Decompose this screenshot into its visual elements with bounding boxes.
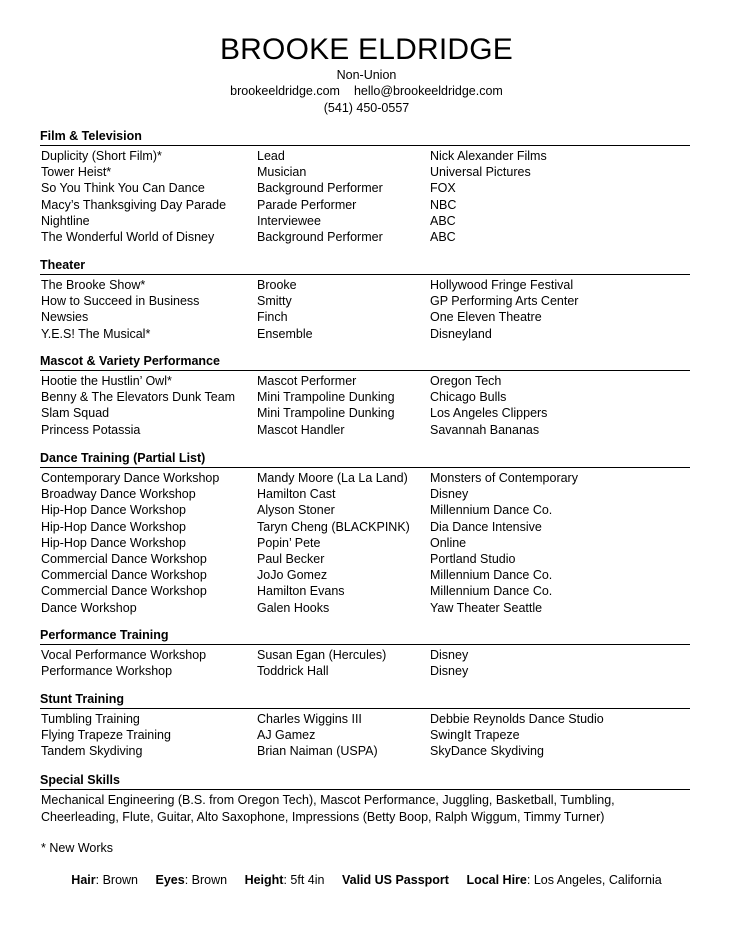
phone-number: (541) 450-0557 [323, 101, 410, 115]
height-stat: Height: 5ft 4in [244, 873, 325, 887]
credit-row [40, 519, 690, 535]
credit-row [40, 422, 690, 438]
credit-row [40, 197, 690, 213]
credit-rows [40, 711, 690, 760]
credit-row [40, 277, 690, 293]
height-label: Height [244, 873, 284, 887]
hair-value: Brown [102, 873, 139, 887]
credit-row [40, 470, 690, 486]
local-hire-label: Local Hire [466, 873, 527, 887]
credit-role: Hamilton Evans [257, 584, 345, 599]
credit-role: Paul Becker [257, 551, 325, 566]
credit-title: Tower Heist* [41, 165, 112, 180]
credit-company: Disneyland [430, 326, 492, 341]
credit-title: Vocal Performance Workshop [41, 648, 207, 662]
credit-title: Commercial Dance Workshop [41, 568, 207, 583]
credit-company: Dia Dance Intensive [430, 519, 542, 534]
credit-rows [40, 148, 690, 245]
credit-title: Contemporary Dance Workshop [41, 471, 220, 485]
credit-company: Disney [430, 648, 469, 662]
credit-company: Nick Alexander Films [430, 149, 547, 163]
eyes-stat: Eyes: Brown [155, 873, 228, 887]
hair-label: Hair [71, 873, 96, 887]
credit-row [40, 647, 690, 663]
section-heading: Mascot & Variety Performance [40, 353, 690, 371]
credit-row [40, 502, 690, 518]
credit-company: SwingIt Trapeze [430, 728, 520, 743]
section-heading: Film & Television [40, 128, 690, 146]
credit-rows [40, 277, 690, 342]
credit-role: Popin’ Pete [257, 535, 321, 550]
credit-company: Monsters of Contemporary [430, 471, 578, 485]
credit-title: Dance Workshop [41, 600, 137, 615]
credit-role: Background Performer [257, 229, 383, 244]
credit-title: Macy’s Thanksgiving Day Parade [41, 197, 227, 212]
credit-role: Smitty [257, 294, 292, 309]
credit-title: Y.E.S! The Musical* [41, 326, 151, 341]
credit-row [40, 583, 690, 599]
website-link[interactable]: brookeeldridge.com [230, 84, 340, 98]
credit-role: JoJo Gomez [257, 568, 328, 583]
credit-row [40, 567, 690, 583]
credit-rows [40, 470, 690, 616]
email-link[interactable]: hello@brookeeldridge.com [353, 84, 503, 98]
credit-company: Yaw Theater Seattle [430, 600, 543, 615]
credit-title: The Wonderful World of Disney [41, 229, 215, 244]
credit-role: Interviewee [257, 213, 321, 228]
credit-role: Brooke [257, 278, 297, 292]
credit-company: Disney [430, 487, 469, 502]
credit-rows [40, 647, 690, 679]
credit-row [40, 326, 690, 342]
local-hire-value: Los Angeles, California [533, 873, 662, 887]
credit-row [40, 229, 690, 245]
contact-line [0, 83, 733, 99]
credit-row [40, 551, 690, 567]
credit-title: Tandem Skydiving [41, 744, 143, 759]
section-heading: Special Skills [40, 772, 690, 790]
section-heading: Performance Training [40, 627, 690, 645]
credit-title: Commercial Dance Workshop [41, 551, 207, 566]
hair-stat: Hair: Brown [71, 873, 139, 887]
credit-row [40, 309, 690, 325]
credit-title: How to Succeed in Business [41, 294, 200, 309]
credit-title: Newsies [41, 310, 89, 325]
credit-company: NBC [430, 197, 457, 212]
credit-row [40, 711, 690, 727]
credit-company: Millennium Dance Co. [430, 584, 553, 599]
credit-role: Brian Naiman (USPA) [257, 744, 378, 759]
section-special-skills [40, 772, 690, 825]
credit-title: Nightline [41, 213, 90, 228]
credit-row [40, 743, 690, 759]
credit-role: Finch [257, 310, 288, 325]
credit-role: Mini Trampoline Dunking [257, 406, 395, 421]
credit-row [40, 213, 690, 229]
section-mascot-variety [40, 353, 690, 438]
credit-row [40, 164, 690, 180]
section-heading: Dance Training (Partial List) [40, 450, 690, 468]
section-heading: Theater [40, 257, 690, 275]
credit-row [40, 405, 690, 421]
credit-company: SkyDance Skydiving [430, 744, 544, 759]
skills-text: Mechanical Engineering (B.S. from Oregon Tech), Mascot Performance, Juggling, Basketball, Tumbling, Cheerleading, Flute, Guitar, Alto Saxophone, Impressions (Betty Boop, Ralph Wiggum, Timmy Turner) [41, 793, 615, 824]
credit-company: Universal Pictures [430, 165, 531, 180]
credit-company: Oregon Tech [430, 374, 502, 388]
credit-role: Lead [257, 149, 285, 163]
credit-row [40, 535, 690, 551]
credit-company: Los Angeles Clippers [430, 406, 548, 421]
credit-role: Musician [257, 165, 307, 180]
credit-title: Slam Squad [41, 406, 110, 421]
credit-title: The Brooke Show* [41, 278, 146, 292]
local-hire-stat: Local Hire: Los Angeles, California [466, 873, 662, 887]
credit-role: Ensemble [257, 326, 313, 341]
eyes-label: Eyes [155, 873, 185, 887]
credit-row [40, 486, 690, 502]
credit-row [40, 600, 690, 616]
section-film-television [40, 128, 690, 245]
credit-company: FOX [430, 181, 456, 196]
credit-title: Commercial Dance Workshop [41, 584, 207, 599]
credit-title: Flying Trapeze Training [41, 728, 171, 743]
credit-company: GP Performing Arts Center [430, 294, 579, 309]
credit-title: Princess Potassia [41, 422, 141, 437]
credit-company: Hollywood Fringe Festival [430, 278, 574, 292]
passport-label: Valid US Passport [341, 873, 449, 887]
credit-company: Millennium Dance Co. [430, 503, 553, 518]
credit-role: Charles Wiggins III [257, 712, 362, 726]
credit-title: Benny & The Elevators Dunk Team [41, 390, 236, 405]
height-value: 5ft 4in [290, 873, 325, 887]
credit-role: Taryn Cheng (BLACKPINK) [257, 519, 410, 534]
credit-row [40, 148, 690, 164]
credit-title: Tumbling Training [41, 712, 140, 726]
credit-company: Disney [430, 664, 469, 679]
credit-company: Savannah Bananas [430, 422, 540, 437]
credit-row [40, 180, 690, 196]
credit-company: Online [430, 535, 467, 550]
credit-company: ABC [430, 213, 456, 228]
credit-company: Chicago Bulls [430, 390, 507, 405]
credit-row [40, 663, 690, 679]
credit-title: Hip-Hop Dance Workshop [41, 503, 186, 518]
credit-company: One Eleven Theatre [430, 310, 542, 325]
section-dance-training [40, 450, 690, 616]
eyes-value: Brown [191, 873, 228, 887]
credit-company: Millennium Dance Co. [430, 568, 553, 583]
credit-role: Parade Performer [257, 197, 357, 212]
section-heading: Stunt Training [40, 691, 690, 709]
credit-role: Alyson Stoner [257, 503, 335, 518]
credit-row [40, 293, 690, 309]
credit-role: Toddrick Hall [257, 664, 329, 679]
credit-role: Mascot Handler [257, 422, 345, 437]
credit-rows [40, 373, 690, 438]
credit-role: AJ Gamez [257, 728, 316, 743]
credit-role: Mandy Moore (La La Land) [257, 471, 408, 485]
credit-role: Susan Egan (Hercules) [257, 648, 387, 662]
credit-role: Galen Hooks [257, 600, 330, 615]
physical-stats [0, 872, 733, 888]
credit-role: Mascot Performer [257, 374, 357, 388]
credit-company: Debbie Reynolds Dance Studio [430, 712, 604, 726]
credit-title: Hip-Hop Dance Workshop [41, 535, 186, 550]
credit-title: Hootie the Hustlin’ Owl* [41, 374, 172, 388]
credit-row [40, 389, 690, 405]
credit-role: Hamilton Cast [257, 487, 336, 502]
new-works-note: * New Works [41, 841, 114, 855]
credit-title: So You Think You Can Dance [41, 181, 205, 196]
credit-title: Hip-Hop Dance Workshop [41, 519, 186, 534]
union-status: Non-Union [336, 68, 397, 82]
credit-title: Broadway Dance Workshop [41, 487, 196, 502]
section-theater [40, 257, 690, 342]
credit-title: Performance Workshop [41, 664, 173, 679]
credit-title: Duplicity (Short Film)* [41, 149, 162, 163]
credit-company: ABC [430, 229, 456, 244]
credit-row [40, 727, 690, 743]
passport-stat [342, 872, 449, 888]
credit-role: Background Performer [257, 181, 383, 196]
credit-company: Portland Studio [430, 551, 516, 566]
credit-role: Mini Trampoline Dunking [257, 390, 395, 405]
credit-row [40, 373, 690, 389]
section-performance-training [40, 627, 690, 679]
section-stunt-training [40, 691, 690, 760]
performer-name: BROOKE ELDRIDGE [219, 33, 514, 66]
